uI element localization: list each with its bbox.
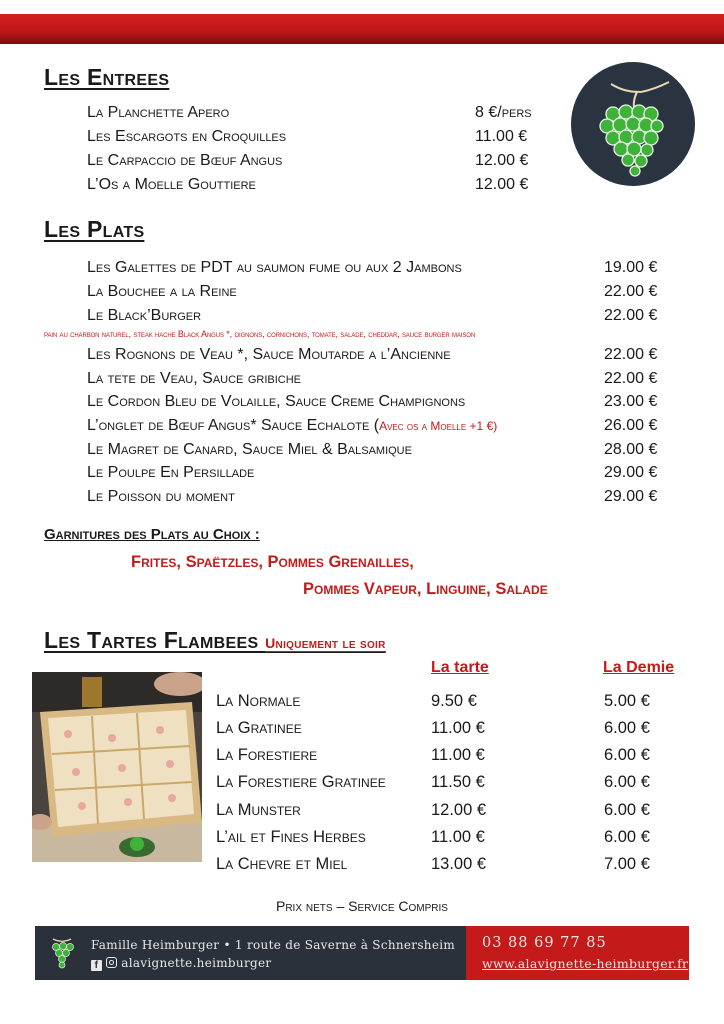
tarte-price-full: 11.00 € [431, 719, 485, 737]
tarte-price-half: 6.00 € [604, 828, 650, 846]
menu-item [87, 176, 547, 198]
menu-item [87, 464, 667, 486]
menu-item-price: 19.00 € [604, 259, 658, 276]
tartes-title-text: Les Tartes Flambees [44, 627, 259, 653]
tarte-price-full: 11.00 € [431, 828, 485, 846]
menu-item-price: 26.00 € [604, 417, 658, 434]
tarte-price-full: 11.50 € [431, 773, 485, 791]
menu-item-label: Le Magret de Canard, Sauce Miel & Balsamique [87, 441, 412, 458]
tarte-price-half: 5.00 € [604, 692, 650, 710]
menu-item-price: 12.00 € [475, 176, 529, 193]
grape-icon [571, 62, 695, 186]
tarte-price-half: 6.00 € [604, 719, 650, 737]
grape-logo [571, 62, 695, 186]
menu-item [87, 488, 667, 510]
tarte-price-half: 6.00 € [604, 801, 650, 819]
menu-item [87, 307, 667, 329]
tarte-flambee-photo [32, 672, 202, 862]
footer-website[interactable]: www.alavignette-heimburger.fr [482, 956, 689, 971]
menu-item-label: La Bouchee a la Reine [87, 283, 237, 300]
social-handle: alavignette.heimburger [121, 956, 272, 970]
menu-item [87, 104, 547, 126]
instagram-icon[interactable] [106, 957, 117, 968]
prix-note: Prix nets – Service Compris [276, 898, 448, 914]
tarte-item [216, 855, 666, 879]
menu-item [87, 259, 667, 281]
menu-item-price: 29.00 € [604, 488, 658, 505]
menu-item-price: 22.00 € [604, 370, 658, 387]
menu-item-price: 28.00 € [604, 441, 658, 458]
menu-item-label: Les Rognons de Veau *, Sauce Moutarde a l’Ancienne [87, 346, 451, 363]
tarte-item-name: La Munster [216, 801, 301, 819]
menu-item-label: Le Cordon Bleu de Volaille, Sauce Creme Champignons [87, 393, 466, 410]
menu-item-price: 22.00 € [604, 283, 658, 300]
tarte-price-full: 11.00 € [431, 746, 485, 764]
tarte-price-half: 6.00 € [604, 746, 650, 764]
menu-item-name: La Planchette Apero [87, 104, 230, 121]
tarte-item-name: La Normale [216, 692, 301, 710]
menu-item-name: Le Carpaccio de Bœuf Angus [87, 152, 283, 169]
col-header-demie: La Demie [603, 659, 675, 676]
tarte-item-name: L’ail et Fines Herbes [216, 828, 366, 846]
garnitures-title: Garnitures des Plats au Choix : [44, 526, 260, 543]
garnitures-line-2: Pommes Vapeur, Linguine, Salade [303, 580, 548, 598]
footer-info [35, 926, 466, 980]
menu-item [87, 393, 667, 415]
menu-item-name: Les Escargots en Croquilles [87, 128, 287, 145]
menu-item-name [87, 283, 237, 301]
menu-item-price: 23.00 € [604, 393, 658, 410]
entrees-title: Les Entrees [44, 64, 170, 90]
footer-address: Famille Heimburger • 1 route de Saverne à Schnersheim [91, 938, 456, 952]
tarte-price-half: 7.00 € [604, 855, 650, 873]
tartes-subtitle: Uniquement le soir [265, 635, 386, 651]
tarte-item [216, 719, 666, 743]
menu-item-name [87, 464, 254, 482]
menu-item-name [87, 307, 201, 325]
menu-item [87, 417, 667, 439]
menu-item [87, 441, 667, 463]
menu-item [87, 370, 667, 392]
tarte-item-name: La Forestiere [216, 746, 318, 764]
menu-item-price: 22.00 € [604, 346, 658, 363]
col-header-tarte: La tarte [431, 659, 489, 676]
tarte-item [216, 828, 666, 852]
garnitures-line-1: Frites, Spaëtzles, Pommes Grenailles, [131, 553, 414, 571]
menu-item-price: 11.00 € [475, 128, 528, 145]
facebook-icon[interactable]: f [91, 960, 102, 971]
tarte-item-name: La Forestiere Gratinee [216, 773, 386, 791]
menu-item [87, 152, 547, 174]
top-banner [0, 14, 724, 44]
tarte-item [216, 801, 666, 825]
tarte-price-full: 9.50 € [431, 692, 477, 710]
menu-item [87, 128, 547, 150]
menu-item-name [87, 346, 451, 364]
menu-item-label: La tete de Veau, Sauce gribiche [87, 370, 301, 387]
tartes-title [44, 627, 386, 654]
menu-item-price: 29.00 € [604, 464, 658, 481]
footer-social [91, 956, 271, 971]
menu-item-name [87, 259, 462, 277]
tarte-item-name: La Gratinee [216, 719, 302, 737]
menu-item-label: Le Black’Burger [87, 307, 202, 324]
menu-item-name [87, 370, 301, 388]
menu-item [87, 346, 667, 368]
menu-item-price: 22.00 € [604, 307, 658, 324]
menu-item-extra: Avec os a Moelle +1 €) [379, 419, 498, 433]
menu-item-label: Les Galettes de PDT au saumon fume ou aux 2 Jambons [87, 259, 462, 276]
burger-description: pain au charbon naturel, steak hache Black Angus *, oignons, cornichons, tomate, salade, cheddar, sauce burger maison [44, 329, 476, 339]
tarte-item-name: La Chevre et Miel [216, 855, 348, 873]
footer-contact [466, 926, 689, 980]
menu-item [87, 283, 667, 305]
menu-item-price: 12.00 € [475, 152, 529, 169]
tarte-price-full: 12.00 € [431, 801, 487, 819]
menu-item-label: Le Poulpe En Persillade [87, 464, 255, 481]
tarte-item [216, 746, 666, 770]
menu-item-name [87, 393, 465, 411]
tarte-item [216, 773, 666, 797]
menu-item-label: Le Poisson du moment [87, 488, 235, 505]
grape-icon [47, 935, 77, 971]
tarte-item [216, 692, 666, 716]
menu-item-name: L’Os a Moelle Gouttiere [87, 176, 256, 193]
menu-item-price: 8 €/pers [475, 104, 532, 121]
menu-item-name [87, 488, 235, 506]
menu-item-label: L’onglet de Bœuf Angus* Sauce Echalote ( [87, 417, 380, 434]
menu-item-name [87, 441, 412, 459]
menu-item-name [87, 417, 497, 435]
tarte-price-half: 6.00 € [604, 773, 650, 791]
tarte-price-full: 13.00 € [431, 855, 487, 873]
plats-title: Les Plats [44, 216, 145, 242]
footer-phone[interactable]: 03 88 69 77 85 [482, 935, 607, 951]
